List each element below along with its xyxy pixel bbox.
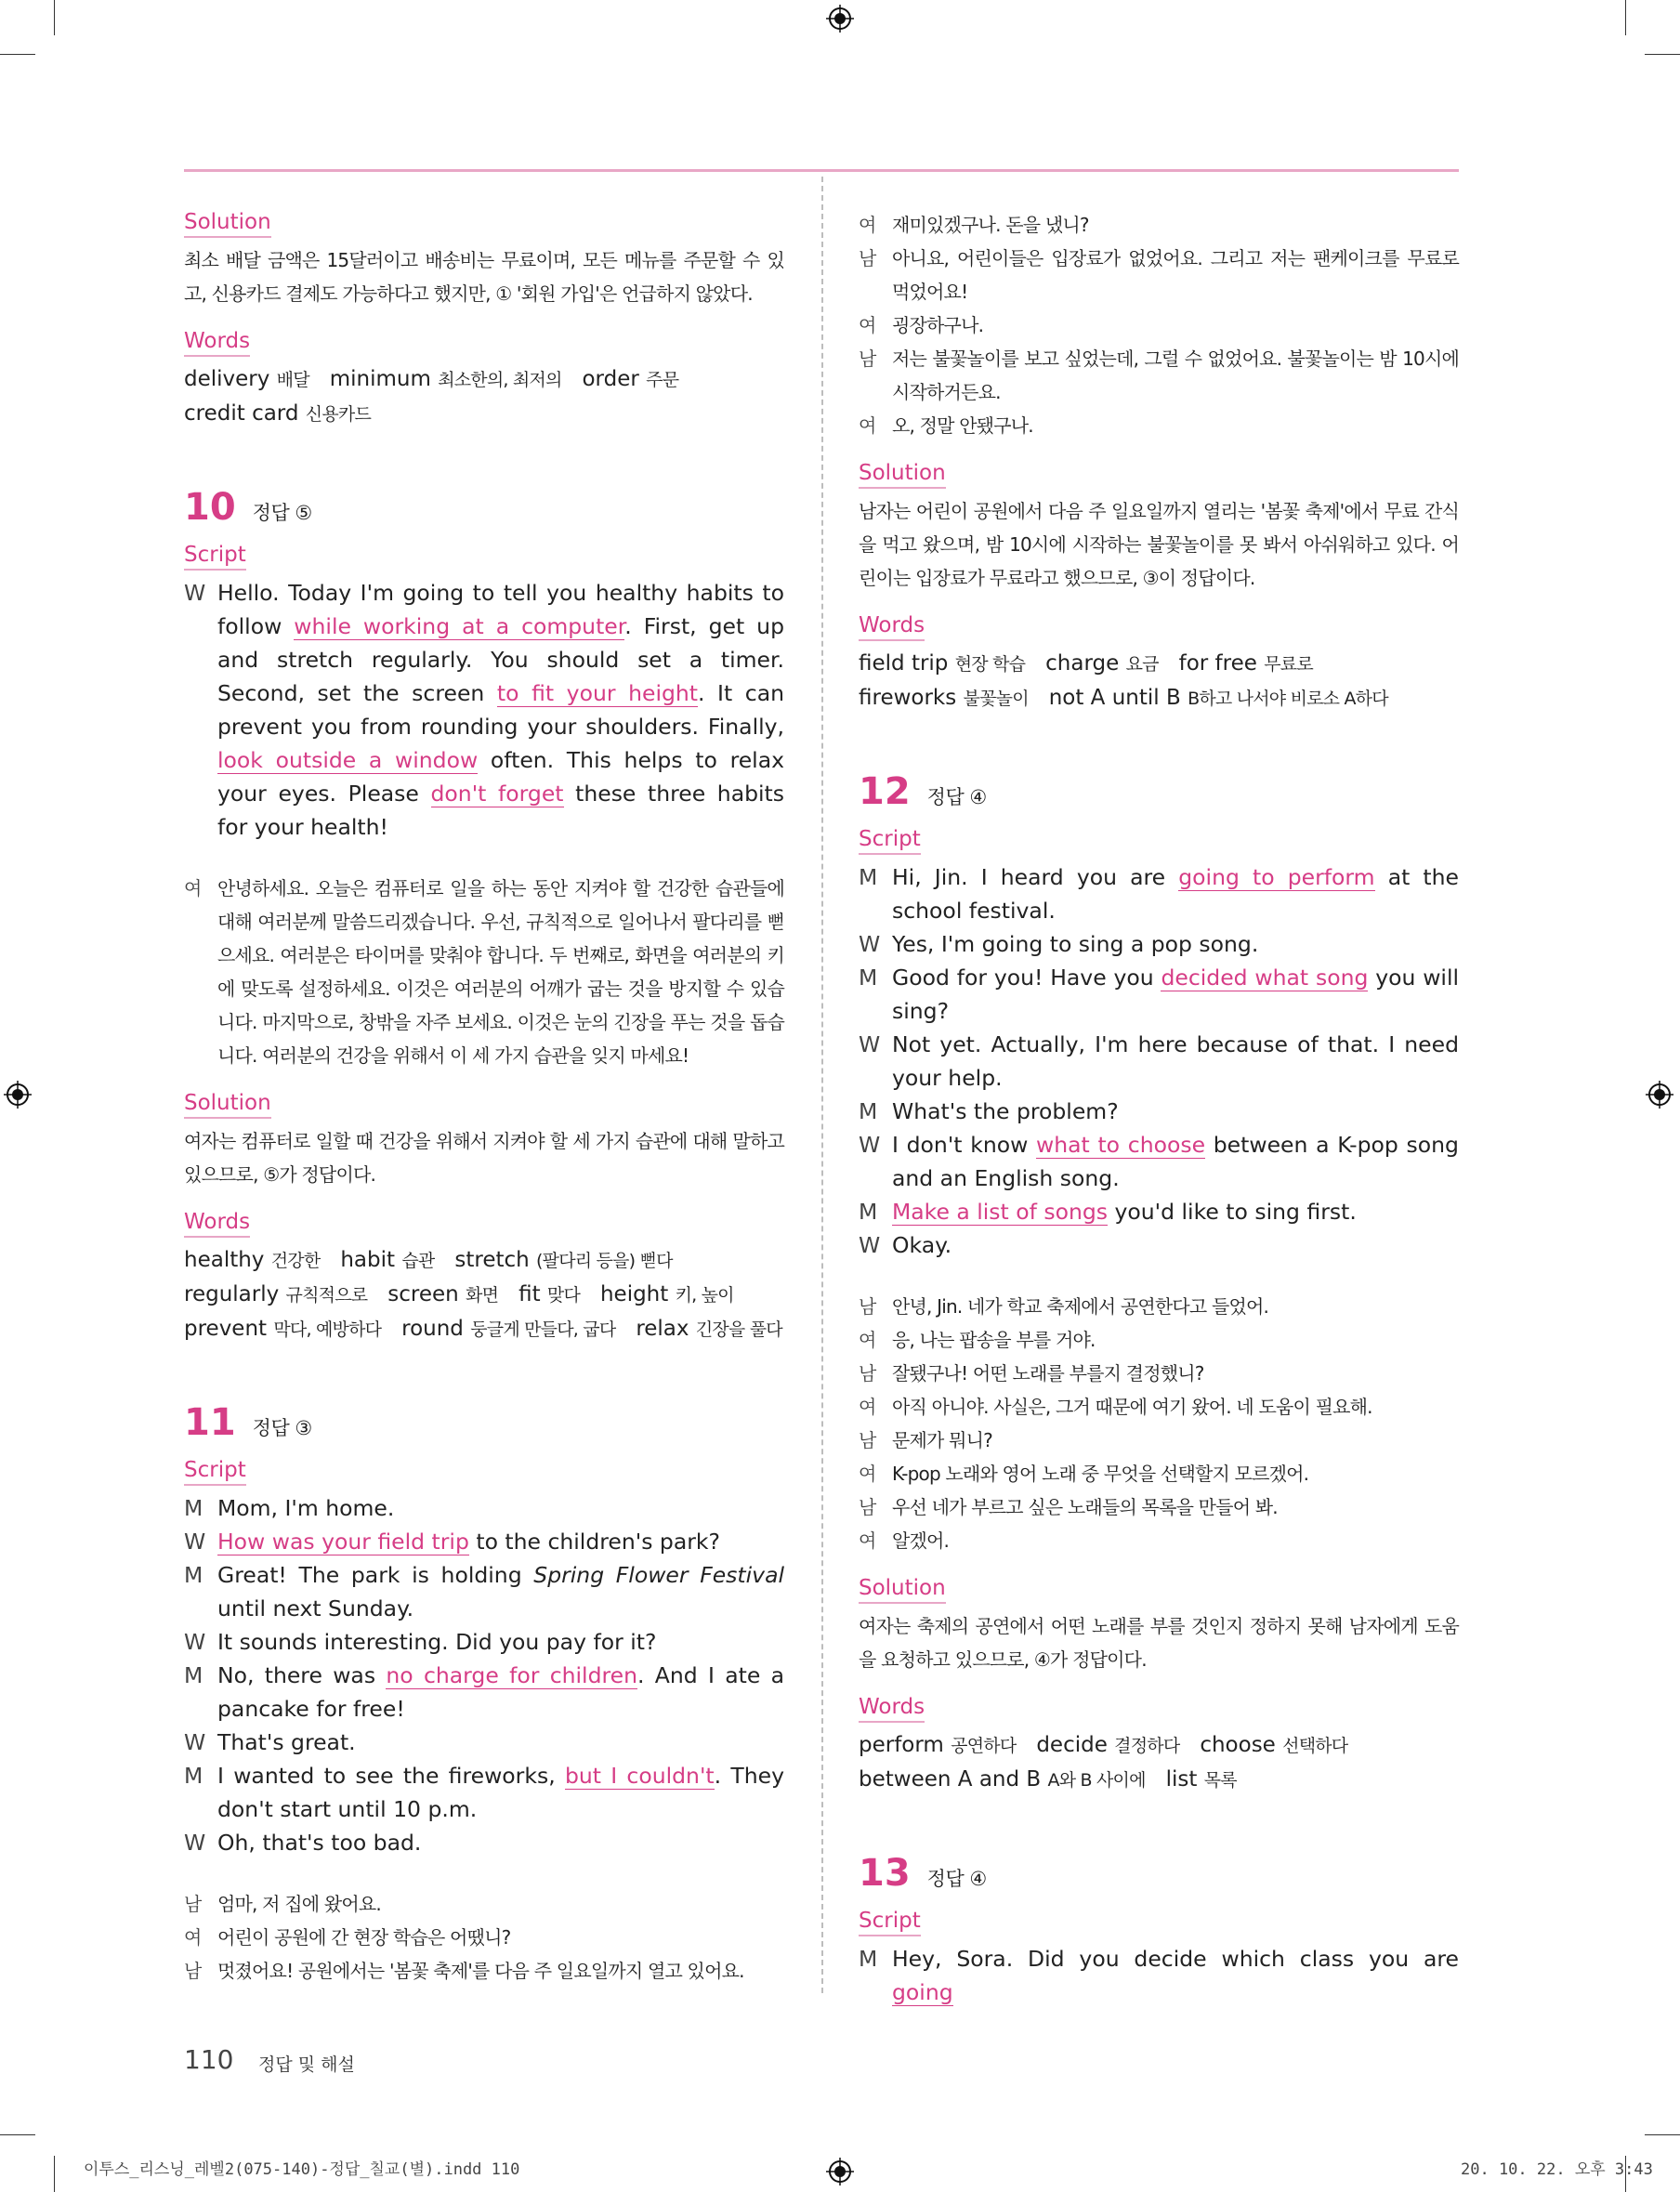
crop-mark	[0, 54, 35, 55]
crop-mark	[1645, 54, 1680, 55]
page-number: 110	[184, 2044, 234, 2075]
words-label: Words	[859, 1693, 925, 1723]
script-label: Script	[859, 825, 921, 855]
korean-script-line: 여 K-pop 노래와 영어 노래 중 무엇을 선택할지 모르겠어.	[859, 1463, 1309, 1485]
script-line: M Hey, Sora. Did you decide which class you are going	[859, 1946, 1459, 2005]
q9-words: delivery 배달 minimum 최소한의, 최저의 order 주문 credit card 신용카드	[184, 367, 679, 426]
q11-header	[184, 1400, 784, 1445]
korean-script-line: 남 멋졌어요! 공원에서는 '봄꽃 축제'를 다음 주 일요일까지 열고 있어요.	[184, 1960, 744, 1982]
korean-script-line: 남 엄마, 저 집에 왔어요.	[184, 1893, 381, 1915]
crop-mark	[54, 2156, 55, 2192]
script-label: Script	[184, 541, 246, 571]
korean-script-line: 남 안녕, Jin. 네가 학교 축제에서 공연한다고 들었어.	[859, 1295, 1269, 1318]
print-slug-date: 20. 10. 22. 오후 3:43	[1461, 2160, 1653, 2179]
words-label: Words	[184, 1208, 250, 1238]
q10-header	[184, 485, 784, 530]
answer-label: 정답 ④	[926, 1868, 987, 1890]
korean-script-line: 여 안녕하세요. 오늘은 컴퓨터로 일을 하는 동안 지켜야 할 건강한 습관들에 대해 여러분께 말씀드리겠습니다. 우선, 규칙적으로 일어나서 팔다리를 뻗으세요. 여러분은 타이머를 맞춰야 합니다. 두 번째로, 화면을 여러분의 키에 맞도록 설정하세요. 이것은 여러분의 어깨가 굽는 것을 방지할 수 있습니다. 마지막으로, 창밖을 자주 보세요. 이것은 눈의 긴장을 푸는 것을 돕습니다. 여러분의 건강을 위해서 이 세 가지 습관을 잊지 마세요!	[184, 877, 784, 1067]
solution-label: Solution	[184, 1089, 271, 1119]
korean-script-line: 여 아직 아니야. 사실은, 그거 때문에 여기 왔어. 네 도움이 필요해.	[859, 1396, 1372, 1418]
korean-script-line: 여 굉장하구나.	[859, 314, 984, 336]
question-number: 13	[859, 1852, 911, 1895]
korean-script-line: 남 아니요, 어린이들은 입장료가 없었어요. 그리고 저는 팬케이크를 무료로 먹었어요!	[859, 247, 1459, 303]
script-line: W I don't know what to choose between a K-pop song and an English song.	[859, 1132, 1459, 1191]
q12-header	[859, 769, 1459, 814]
answer-label: 정답 ③	[252, 1417, 312, 1439]
script-line: W Hello. Today I'm going to tell you healthy habits to follow while working at a computer. First, get up and stretch regularly. You should set a timer. Second, set the screen to fit your height. It can prevent you from rounding your shoulders. Finally, look outside a window often. This helps to relax your eyes. Please don't forget these three habits for your health!	[184, 580, 785, 840]
solution-label: Solution	[859, 1574, 946, 1604]
crop-mark	[1625, 0, 1626, 35]
korean-script-line: 여 알겠어.	[859, 1529, 950, 1552]
q11-words: field trip 현장 학습 charge 요금 for free 무료로 fireworks 불꽃놀이 not A until B B하고 나서야 비로소 A하다	[859, 651, 1388, 710]
korean-script-line: 여 오, 정말 안됐구나.	[859, 414, 1033, 437]
solution-label: Solution	[184, 208, 271, 238]
script-line: W Not yet. Actually, I'm here because of that. I need your help.	[859, 1031, 1459, 1091]
crop-mark	[1645, 2134, 1680, 2135]
q12-solution-text: 여자는 축제의 공연에서 어떤 노래를 부를 것인지 정하지 못해 남자에게 도움을 요청하고 있으므로, ④가 정답이다.	[859, 1615, 1459, 1671]
q12-words: perform 공연하다 decide 결정하다 choose 선택하다 between A and B A와 B 사이에 list 목록	[859, 1733, 1348, 1792]
korean-script-line: 남 잘됐구나! 어떤 노래를 부를지 결정했니?	[859, 1362, 1204, 1385]
right-column	[859, 208, 1459, 2009]
script-line: W Oh, that's too bad.	[184, 1830, 422, 1856]
words-label: Words	[859, 611, 925, 641]
script-line: W How was your field trip to the children's park?	[184, 1529, 720, 1555]
q11-solution-text: 남자는 어린이 공원에서 다음 주 일요일까지 열리는 '봄꽃 축제'에서 무료 간식을 먹고 왔으며, 밤 10시에 시작하는 불꽃놀이를 못 봐서 아쉬워하고 있다. 어린이는 입장료가 무료라고 했으므로, ③이 정답이다.	[859, 500, 1459, 589]
registration-mark-icon	[826, 5, 854, 33]
script-line: W Yes, I'm going to sing a pop song.	[859, 931, 1259, 957]
script-line: W It sounds interesting. Did you pay for it?	[184, 1629, 657, 1655]
script-line: W That's great.	[184, 1729, 356, 1755]
korean-script-line: 여 응, 나는 팝송을 부를 거야.	[859, 1329, 1096, 1351]
korean-script-line: 남 문제가 뭐니?	[859, 1429, 992, 1451]
solution-label: Solution	[859, 459, 946, 489]
script-label: Script	[184, 1456, 246, 1486]
crop-mark	[54, 0, 55, 35]
korean-script-line: 남 우선 네가 부르고 싶은 노래들의 목록을 만들어 봐.	[859, 1496, 1278, 1518]
korean-script-line: 여 재미있겠구나. 돈을 냈니?	[859, 214, 1089, 236]
korean-script-line: 남 저는 불꽃놀이를 보고 싶었는데, 그럴 수 없었어요. 불꽃놀이는 밤 10시에 시작하거든요.	[859, 348, 1459, 403]
registration-mark-icon	[1646, 1081, 1673, 1109]
script-line: M Good for you! Have you decided what song you will sing?	[859, 965, 1460, 1024]
crop-mark	[0, 2134, 35, 2135]
question-number: 12	[859, 770, 911, 813]
answer-label: 정답 ⑤	[252, 502, 312, 524]
answer-label: 정답 ④	[926, 786, 987, 808]
script-label: Script	[859, 1907, 921, 1936]
left-column	[184, 208, 784, 1988]
registration-mark-icon	[4, 1081, 32, 1109]
footer-title: 정답 및 해설	[258, 2054, 355, 2075]
script-line: W Okay.	[859, 1232, 952, 1258]
registration-mark-icon	[826, 2158, 854, 2185]
script-line: M What's the problem?	[859, 1098, 1119, 1124]
print-slug-file: 이투스_리스닝_레벨2(075-140)-정답_칠교(별).indd 110	[84, 2160, 520, 2179]
script-line: M Hi, Jin. I heard you are going to perform at the school festival.	[859, 864, 1460, 924]
script-line: M No, there was no charge for children. And I ate a pancake for free!	[184, 1662, 784, 1722]
column-divider	[821, 177, 823, 1993]
question-number: 11	[184, 1401, 236, 1444]
script-line: M Mom, I'm home.	[184, 1495, 395, 1521]
script-line: M Great! The park is holding Spring Flower Festival until next Sunday.	[184, 1562, 784, 1621]
script-line: M I wanted to see the fireworks, but I couldn't. They don't start until 10 p.m.	[184, 1763, 784, 1822]
words-label: Words	[184, 327, 250, 357]
korean-script-line: 여 어린이 공원에 간 현장 학습은 어땠니?	[184, 1926, 511, 1949]
question-number: 10	[184, 486, 236, 529]
top-rule	[184, 169, 1459, 172]
q13-header	[859, 1851, 1459, 1896]
q10-solution-text: 여자는 컴퓨터로 일할 때 건강을 위해서 지켜야 할 세 가지 습관에 대해 말하고 있으므로, ⑤가 정답이다.	[184, 1130, 784, 1186]
script-line: M Make a list of songs you'd like to sing first.	[859, 1199, 1357, 1225]
q9-solution-text: 최소 배달 금액은 15달러이고 배송비는 무료이며, 모든 메뉴를 주문할 수 있고, 신용카드 결제도 가능하다고 했지만, ① '회원 가입'은 언급하지 않았다.	[184, 249, 784, 305]
q10-words: healthy 건강한 habit 습관 stretch (팔다리 등을) 뻗다 regularly 규칙적으로 screen 화면 fit 맞다 height 키, 높이 prevent 막다, 예방하다 round 둥글게 만들다, 굽다 relax 긴장을 풀다	[184, 1248, 782, 1341]
